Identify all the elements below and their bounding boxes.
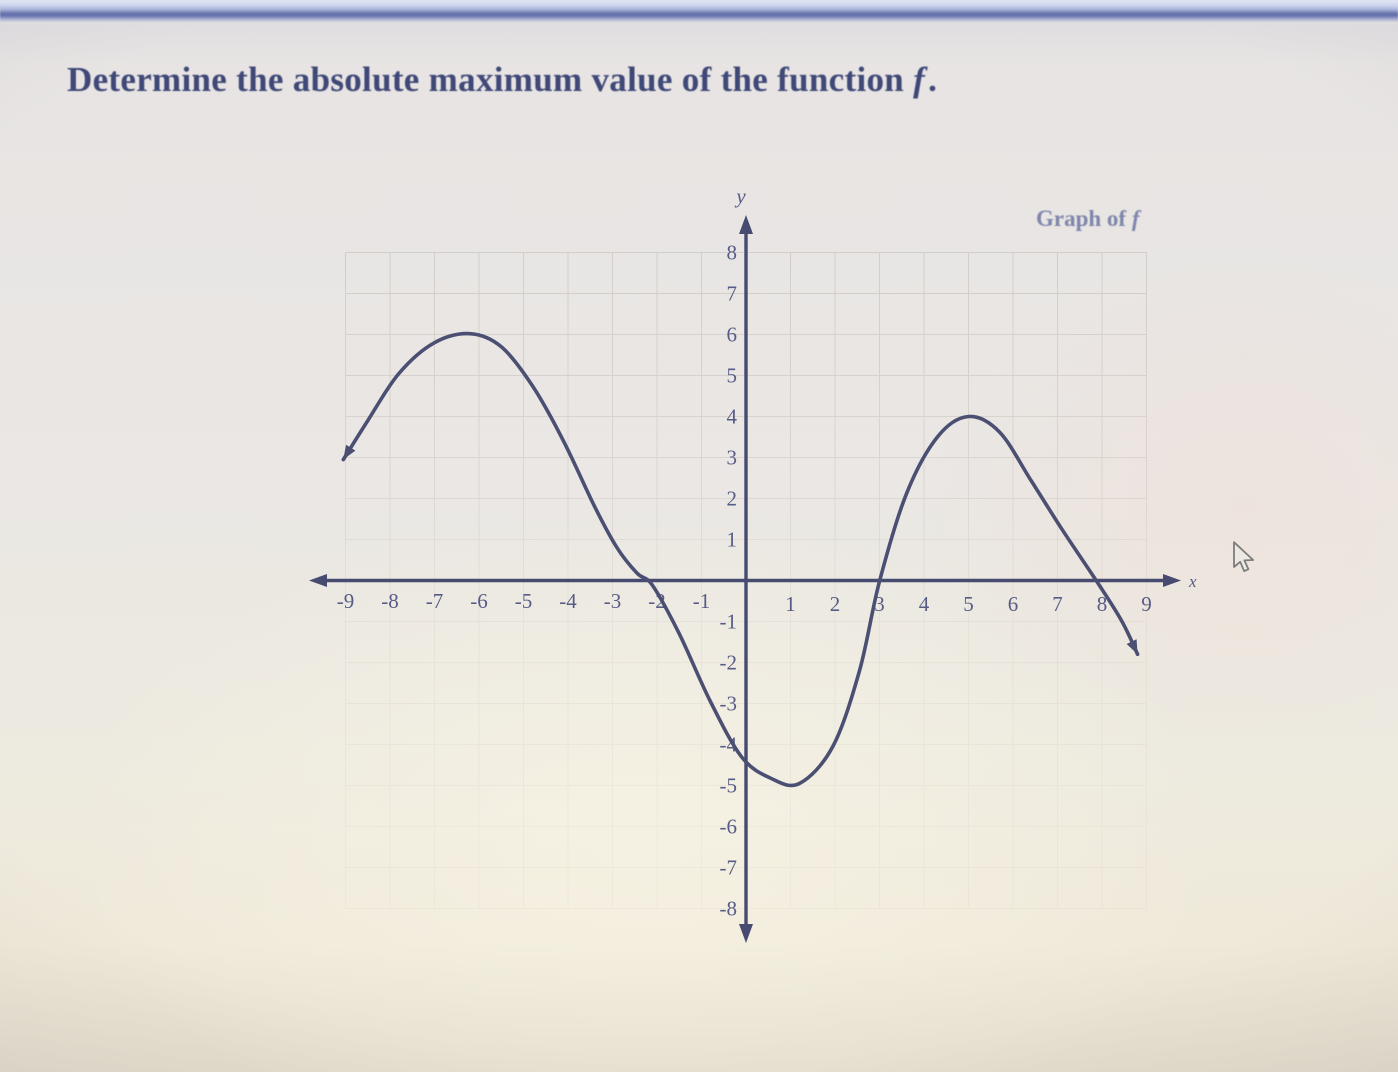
- x-axis-left-arrow: [309, 574, 327, 587]
- x-tick-label: 3: [874, 592, 885, 616]
- graph-caption-prefix: Graph of: [1036, 206, 1132, 231]
- y-axis-top-arrow: [739, 215, 753, 234]
- x-tick-label: -3: [603, 589, 622, 613]
- y-tick-label: 4: [726, 404, 737, 429]
- y-tick-label: 6: [726, 322, 737, 347]
- x-tick-label: 6: [1007, 592, 1019, 616]
- x-tick-label: -7: [425, 589, 444, 613]
- y-tick-label: 8: [726, 240, 737, 265]
- x-tick-label: 1: [785, 592, 796, 616]
- x-axis-label: x: [1189, 572, 1197, 591]
- y-axis-bottom-arrow: [739, 924, 753, 943]
- y-axis-label: y: [736, 184, 746, 208]
- y-tick-label: 7: [726, 281, 737, 306]
- y-tick-label: -3: [719, 691, 737, 716]
- x-tick-label: -4: [559, 589, 577, 613]
- function-symbol: f: [913, 60, 926, 99]
- x-tick-label: 5: [963, 592, 974, 616]
- y-tick-label: 2: [726, 486, 737, 511]
- x-tick-label: -1: [692, 589, 711, 613]
- question-text-main: Determine the absolute maximum value of the function: [67, 60, 914, 99]
- x-tick-label: -9: [336, 589, 355, 613]
- x-tick-label: 8: [1096, 592, 1108, 616]
- y-tick-label: -7: [719, 855, 737, 880]
- y-tick-label: -5: [719, 773, 737, 798]
- y-tick-label: -6: [719, 814, 737, 839]
- y-tick-label: 5: [726, 363, 737, 388]
- x-tick-label: -8: [381, 589, 399, 613]
- mouse-cursor-icon: [1232, 541, 1256, 579]
- question-period: .: [928, 60, 938, 99]
- y-tick-label: -8: [719, 896, 737, 921]
- x-tick-label: 4: [918, 592, 930, 616]
- x-tick-label: -2: [648, 589, 666, 613]
- y-tick-label: -2: [719, 650, 737, 675]
- y-tick-label: 1: [726, 527, 737, 552]
- x-tick-label: 9: [1141, 592, 1152, 616]
- y-tick-label: -4: [719, 732, 737, 757]
- curve-right-arrow: [1127, 639, 1143, 656]
- x-tick-label: 7: [1052, 592, 1063, 616]
- function-curve: [343, 334, 1137, 786]
- axes: [315, 232, 1172, 925]
- y-tick-label: 3: [726, 445, 737, 470]
- graph-caption: [1036, 206, 1143, 232]
- y-tick-label: -1: [719, 609, 737, 634]
- graph-caption-symbol: f: [1131, 206, 1140, 231]
- tick-labels: [337, 184, 1197, 921]
- x-tick-label: -5: [514, 589, 533, 613]
- x-tick-label: 2: [829, 592, 841, 616]
- x-axis-right-arrow: [1163, 574, 1181, 587]
- x-tick-label: -6: [470, 589, 488, 613]
